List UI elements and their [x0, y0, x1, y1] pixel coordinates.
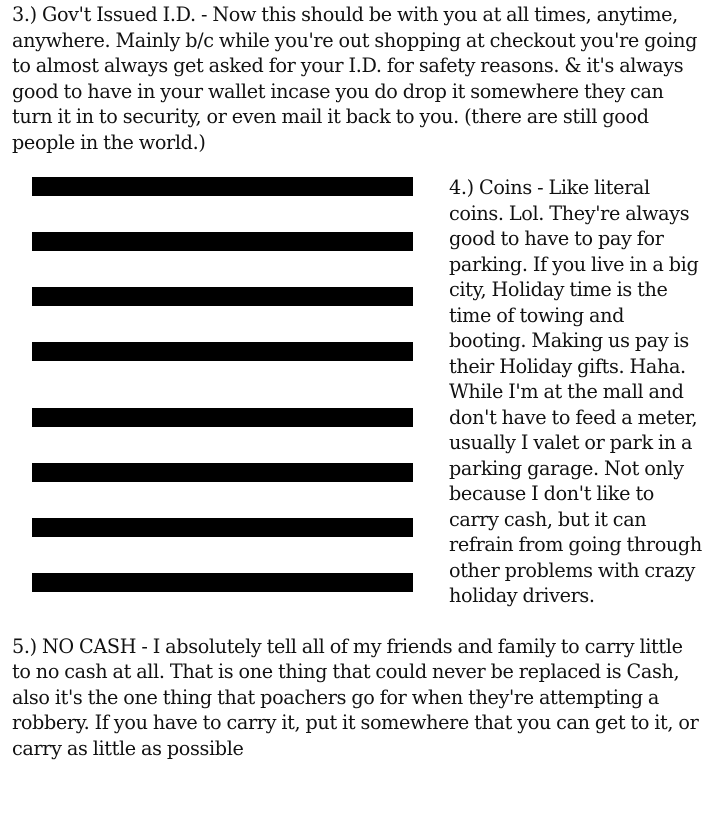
stripe-6	[32, 463, 413, 482]
stripe-2	[32, 232, 413, 251]
stripe-5	[32, 408, 413, 427]
paragraph-item-5: 5.) NO CASH - I absolutely tell all of my friends and family to carry little to no cash at all. That is one thing that could never be replaced is Cash, also it's the one thing that poachers go for when they're attempting a robbery. If you have to carry it, put it somewhere that you can get to it, or carry as little as possible	[12, 634, 699, 760]
blog-article	[12, 2, 702, 761]
stripe-8	[32, 573, 413, 592]
stripe-3	[32, 287, 413, 306]
stripe-1	[32, 177, 413, 196]
stripe-7	[32, 518, 413, 537]
paragraph-item-4: 4.) Coins - Like literal coins. Lol. They're always good to have to pay for parking. If you live in a big city, Holiday time is the time of towing and booting. Making us pay is their Holiday gifts. Haha. While I'm at the mall and don't have to feed a meter, usually I valet or park in a parking garage. Not only because I don't like to carry cash, but it can refrain from going through other problems with crazy holiday drivers.	[449, 176, 702, 607]
figure-row	[12, 175, 702, 609]
striped-image	[32, 177, 413, 589]
stripe-4	[32, 342, 413, 361]
paragraph-item-3: 3.) Gov't Issued I.D. - Now this should be with you at all times, anytime, anywhere. Mainly b/c while you're out shopping at checkout you're going to almost always get asked for your I.D. for safety reasons. & it's always good to have in your wallet incase you do drop it somewhere they can turn it in to security, or even mail it back to you. (there are still good people in the world.)	[12, 3, 698, 154]
